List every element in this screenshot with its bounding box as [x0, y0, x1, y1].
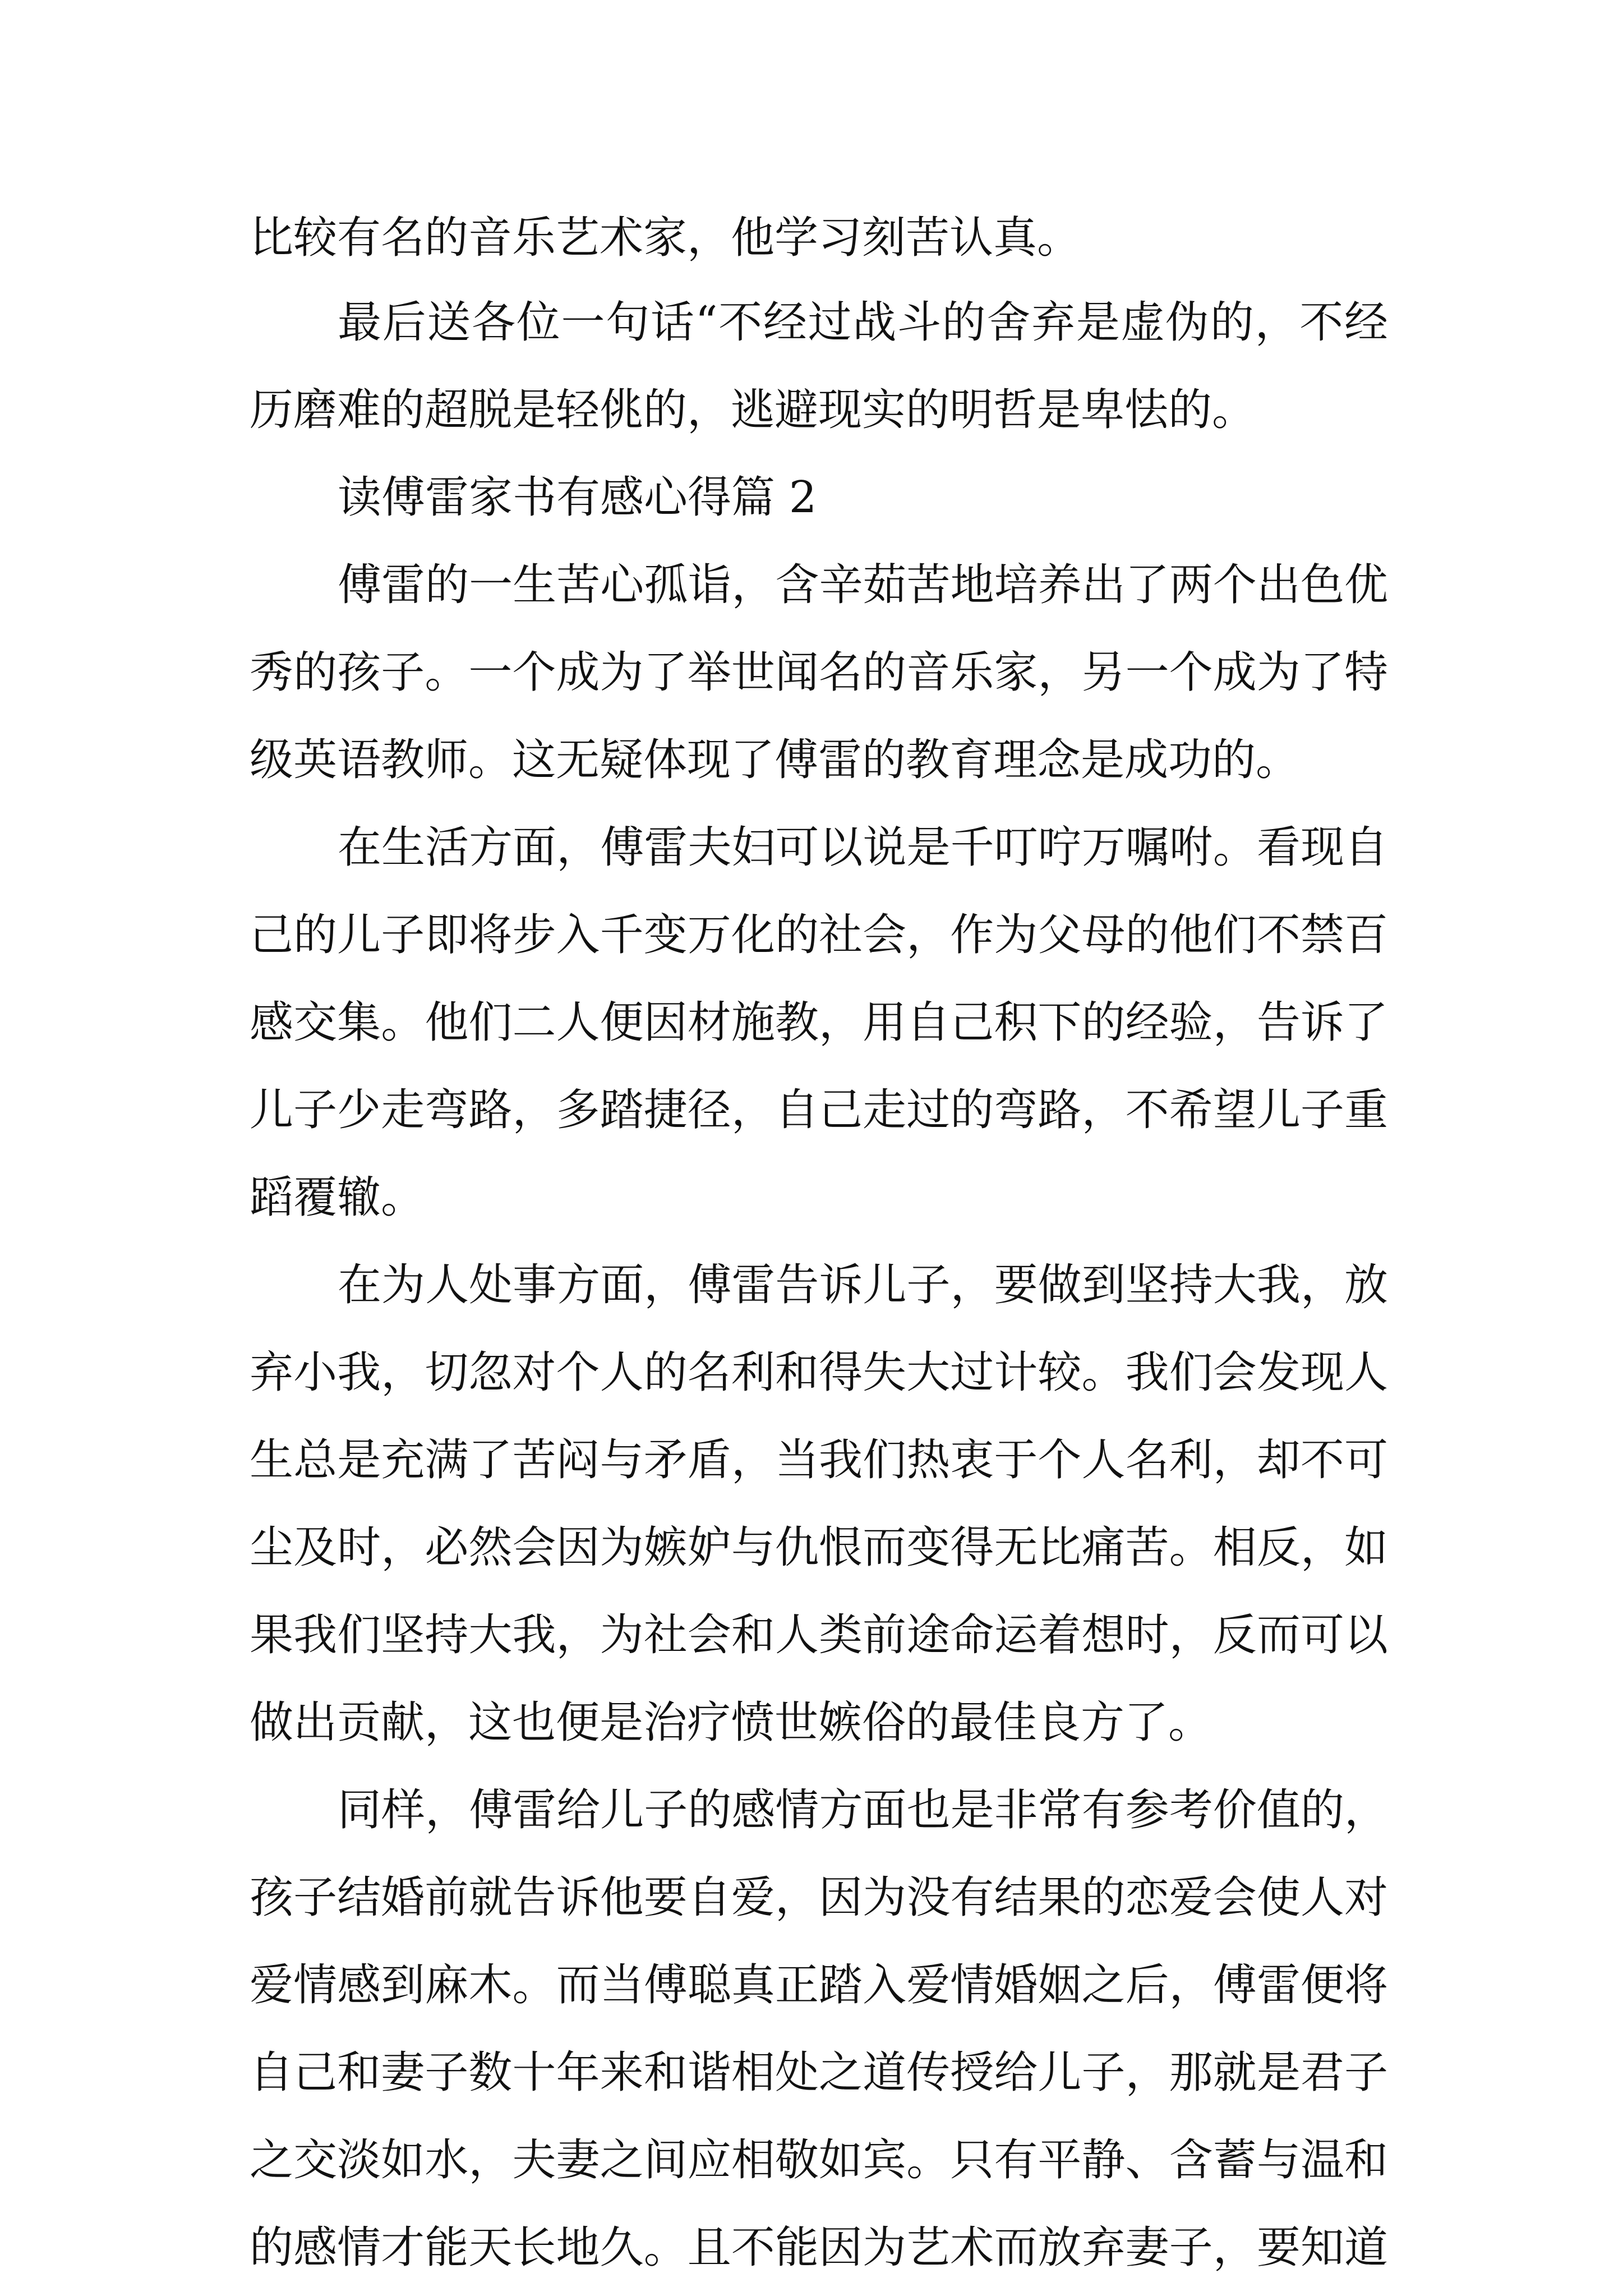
- text-line: 在生活方面，傅雷夫妇可以说是千叮咛万嘱咐。看现自: [338, 822, 1388, 873]
- text-line: 级英语教师。这无疑体现了傅雷的教育理念是成功的。: [250, 735, 1300, 785]
- text-line: 蹈覆辙。: [250, 1172, 425, 1223]
- text-line: 孩子结婚前就告诉他要自爱，因为没有结果的恋爱会使人对: [250, 1872, 1388, 1923]
- text-line: 弃小我，切忽对个人的名利和得失大过计较。我们会发现人: [250, 1347, 1388, 1398]
- text-line: 果我们坚持大我，为社会和人类前途命运着想时，反而可以: [250, 1610, 1388, 1660]
- text-line: 最后送各位一句话“不经过战斗的舍弃是虚伪的，不经: [338, 297, 1388, 348]
- text-line: 在为人处事方面，傅雷告诉儿子，要做到坚持大我，放: [338, 1260, 1388, 1310]
- text-line: 己的儿子即将步入千变万化的社会，作为父母的他们不禁百: [250, 910, 1388, 960]
- text-line: 生总是充满了苦闷与矛盾，当我们热衷于个人名利，却不可: [250, 1435, 1388, 1485]
- text-line: 爱情感到麻木。而当傅聪真正踏入爱情婚姻之后，傅雷便将: [250, 1960, 1388, 2010]
- text-line: 自己和妻子数十年来和谐相处之道传授给儿子，那就是君子: [250, 2047, 1388, 2098]
- text-line: 儿子少走弯路，多踏捷径，自己走过的弯路，不希望儿子重: [250, 1085, 1388, 1135]
- text-line: 做出贡献，这也便是治疗愤世嫉俗的最佳良方了。: [250, 1697, 1212, 1748]
- text-line: 的感情才能天长地久。且不能因为艺术而放弃妻子，要知道: [250, 2223, 1388, 2273]
- text-line: 比较有名的音乐艺术家，他学习刻苦认真。: [250, 213, 1081, 263]
- text-line: 之交淡如水，夫妻之间应相敬如宾。只有平静、含蓄与温和: [250, 2135, 1388, 2185]
- text-line: 感交集。他们二人便因材施教，用自己积下的经验，告诉了: [250, 997, 1388, 1048]
- text-line: 尘及时，必然会因为嫉妒与仇恨而变得无比痛苦。相反，如: [250, 1522, 1388, 1573]
- text-line: 秀的孩子。一个成为了举世闻名的音乐家，另一个成为了特: [250, 647, 1388, 698]
- text-line: 历磨难的超脱是轻佻的，逃避现实的明哲是卑怯的。: [250, 385, 1256, 435]
- text-line: 傅雷的一生苦心孤诣，含辛茹苦地培养出了两个出色优: [338, 560, 1388, 610]
- section-heading: 读傅雷家书有感心得篇 2: [338, 472, 817, 523]
- text-line: 同样，傅雷给儿子的感情方面也是非常有参考价值的，: [338, 1785, 1388, 1835]
